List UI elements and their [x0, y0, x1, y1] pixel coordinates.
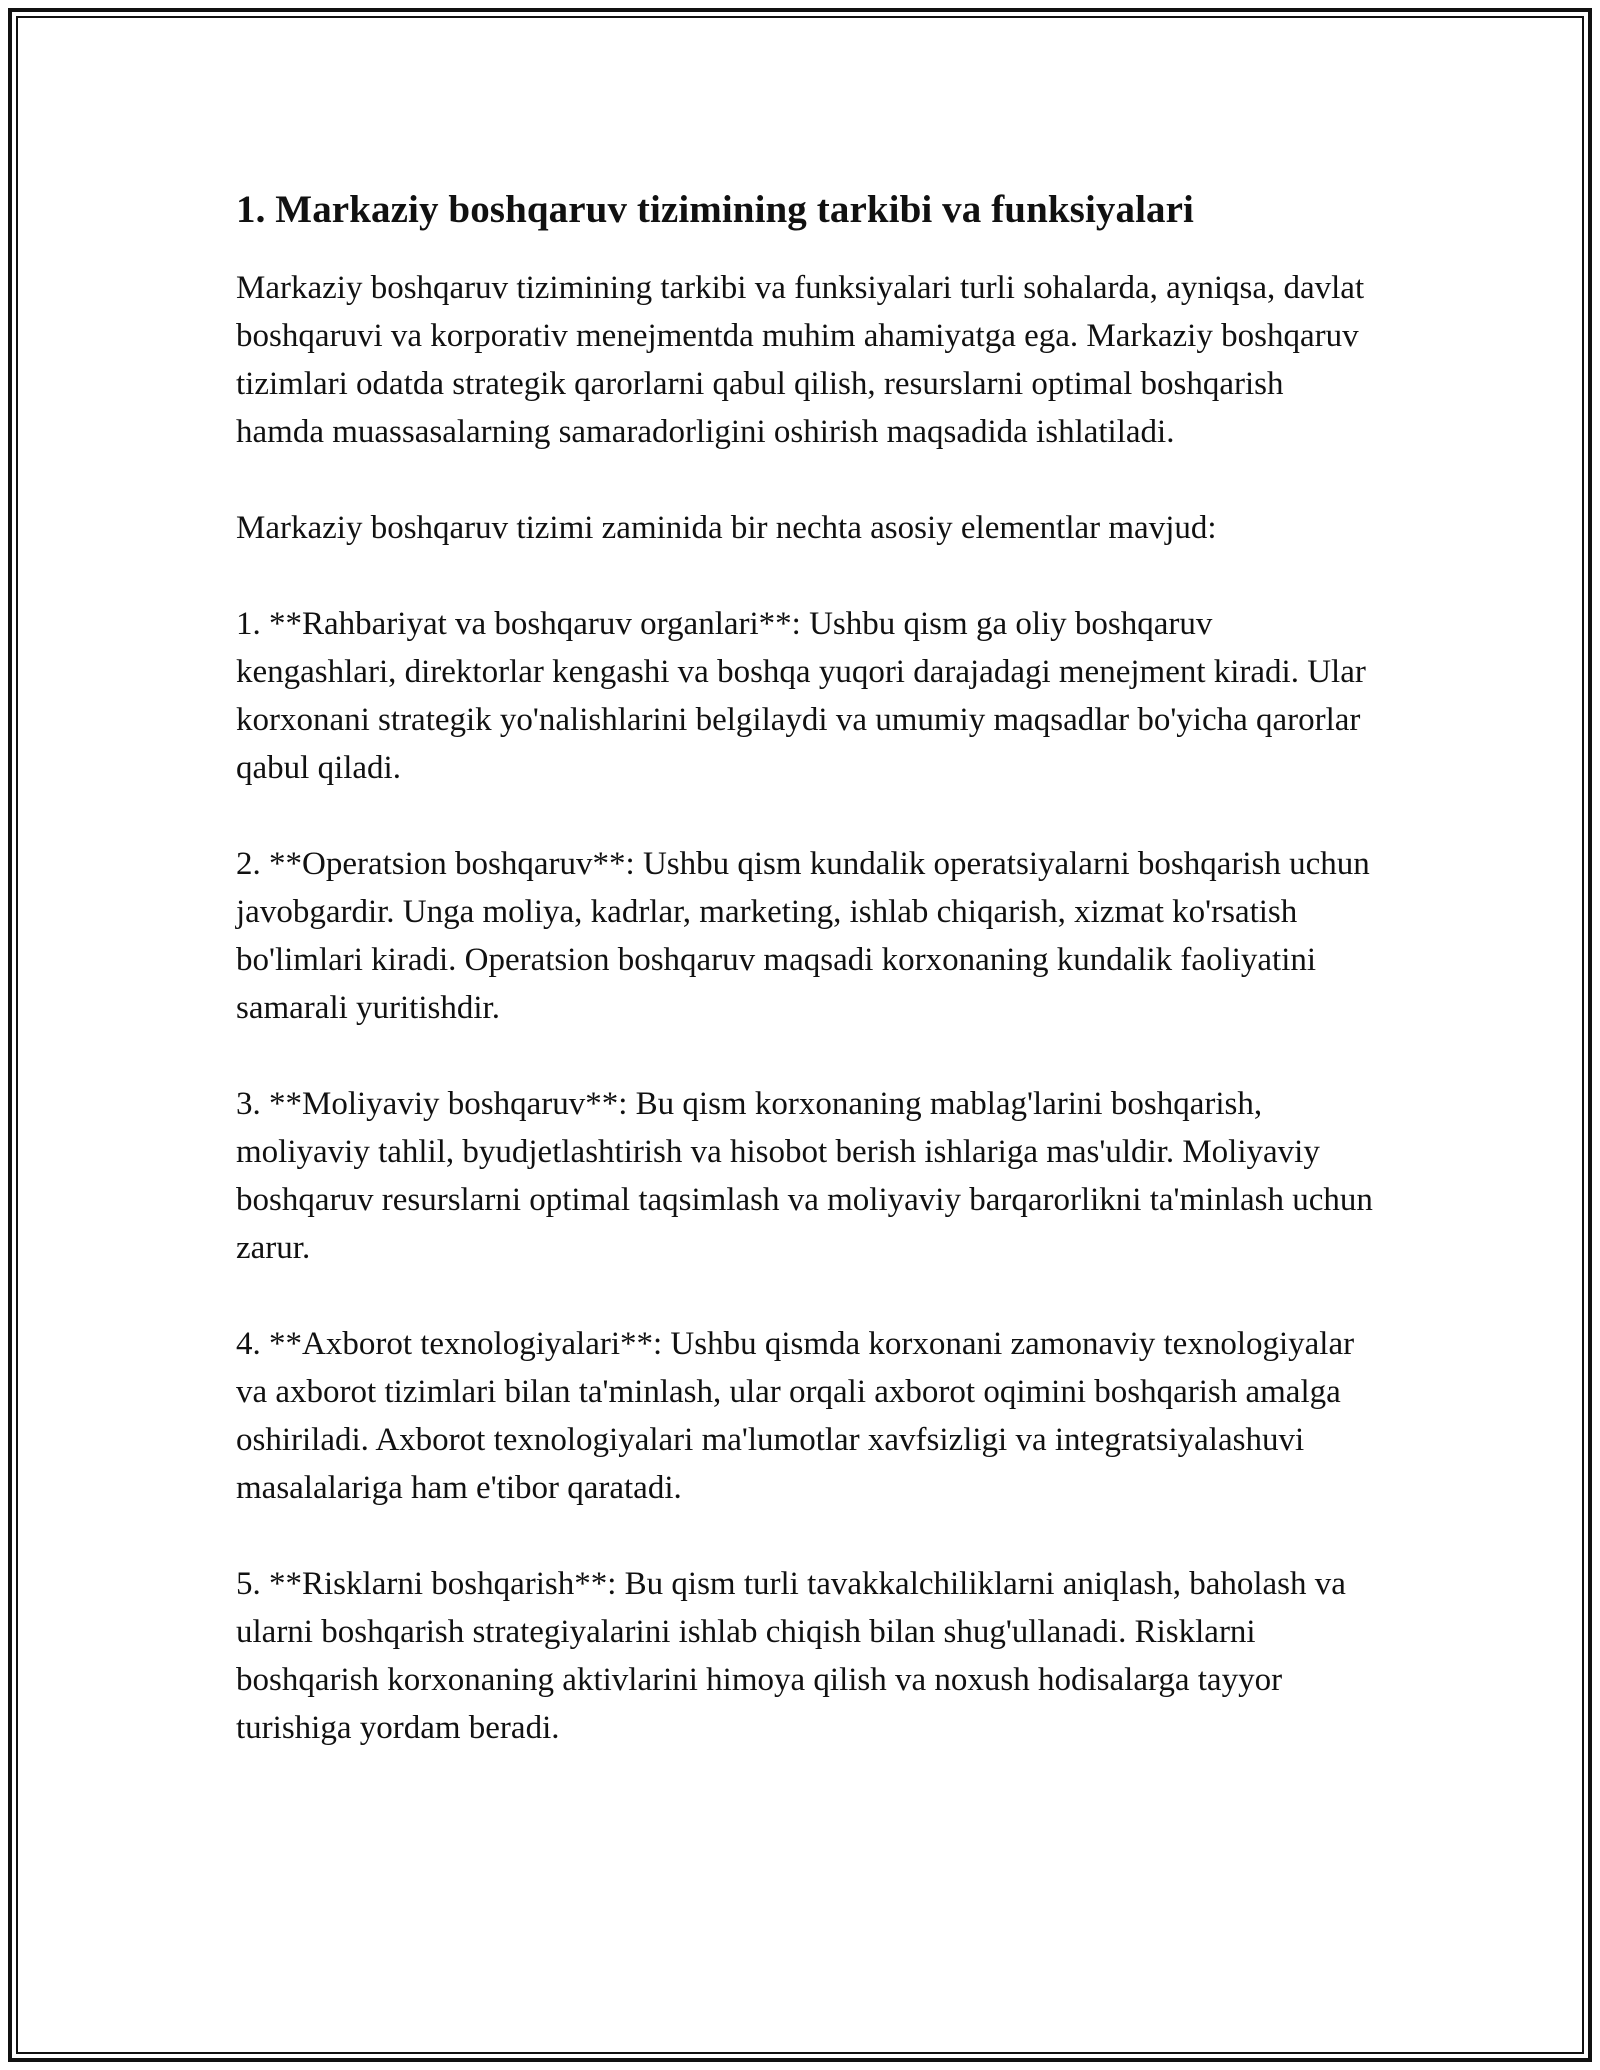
document-body: [236, 186, 1376, 1800]
list-item-risk: 5. **Risklarni boshqarish**: Bu qism turli tavakkalchiliklarni aniqlash, baholash va ularni boshqarish strategiyalarini ishlab chiqish bilan shug'ullanadi. Risklarni boshqarish korxonaning aktivlarini himoya qilish va noxush hodisalarga tayyor turishiga yordam beradi.: [236, 1566, 1346, 1746]
list-item-finance: 3. **Moliyaviy boshqaruv**: Bu qism korxonaning mablag'larini boshqarish, moliyaviy tahlil, byudjetlashtirish va hisobot berish ishlariga mas'uldir. Moliyaviy boshqaruv resurslarni optimal taqsimlash va moliyaviy barqarorlikni ta'minlash uchun zarur.: [236, 1086, 1373, 1266]
list-item-leadership: 1. **Rahbariyat va boshqaruv organlari**: Ushbu qism ga oliy boshqaruv kengashlari, direktorlar kengashi va boshqa yuqori darajadagi menejment kiradi. Ular korxonani strategik yo'nalishlarini belgilaydi va umumiy maqsadlar bo'yicha qarorlar qabul qiladi.: [236, 606, 1366, 786]
list-item-it: 4. **Axborot texnologiyalari**: Ushbu qismda korxonani zamonaviy texnologiyalar va axborot tizimlari bilan ta'minlash, ular orqali axborot oqimini boshqarish amalga oshiriladi. Axborot texnologiyalari ma'lumotlar xavfsizligi va integratsiyalashuvi masalalariga ham e'tibor qaratadi.: [236, 1326, 1355, 1506]
intro-paragraph: Markaziy boshqaruv tizimining tarkibi va funksiyalari turli sohalarda, ayniqsa, davlat boshqaruvi va korporativ menejmentda muhim ahamiyatga ega. Markaziy boshqaruv tizimlari odatda strategik qarorlarni qabul qilish, resurslarni optimal boshqarish hamda muassasalarning samaradorligini oshirish maqsadida ishlatiladi.: [236, 270, 1365, 450]
list-item-operations: 2. **Operatsion boshqaruv**: Ushbu qism kundalik operatsiyalarni boshqarish uchun javobgardir. Unga moliya, kadrlar, marketing, ishlab chiqarish, xizmat ko'rsatish bo'limlari kiradi. Operatsion boshqaruv maqsadi korxonaning kundalik faoliyatini samarali yuritishdir.: [236, 846, 1370, 1026]
section-heading: 1. Markaziy boshqaruv tizimining tarkibi va funksiyalari: [236, 188, 1194, 231]
elements-lead-paragraph: Markaziy boshqaruv tizimi zaminida bir nechta asosiy elementlar mavjud:: [236, 510, 1217, 546]
